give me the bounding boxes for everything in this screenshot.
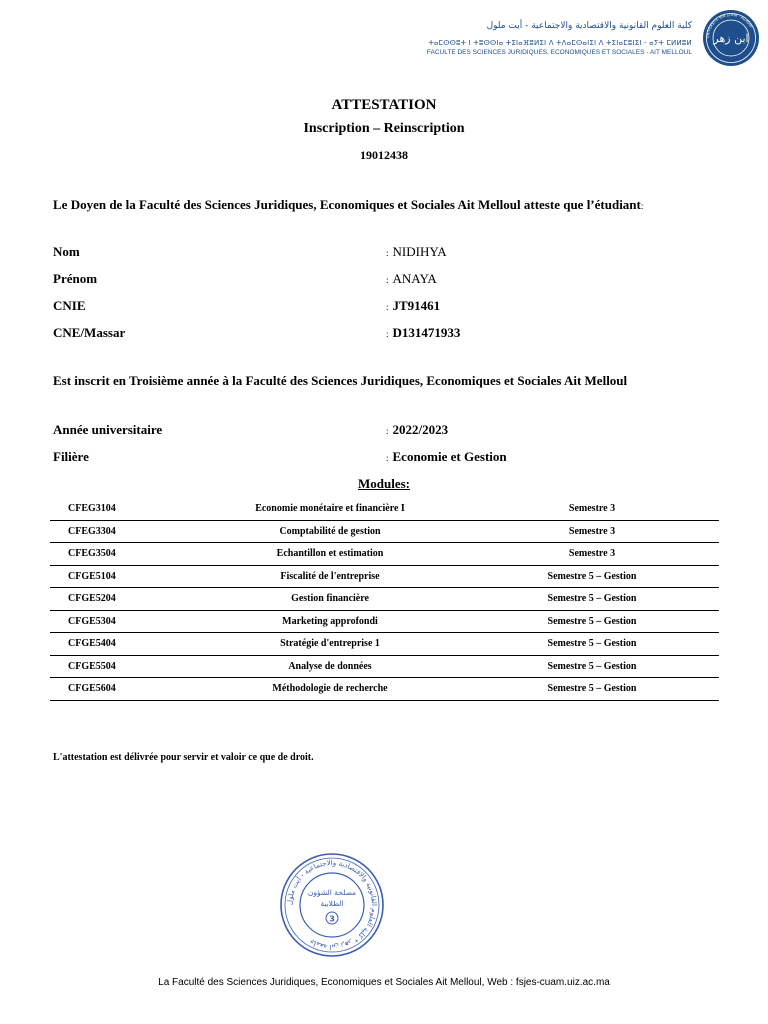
stamp-number: 3 bbox=[329, 914, 335, 924]
module-semester: Semestre 5 – Gestion bbox=[465, 610, 719, 633]
modules-table bbox=[50, 498, 719, 701]
module-semester: Semestre 3 bbox=[465, 520, 719, 543]
module-code: CFEG3104 bbox=[50, 498, 195, 520]
module-code: CFGE5404 bbox=[50, 633, 195, 656]
field-colon: : bbox=[386, 248, 389, 258]
logo-text: ابن زهر bbox=[713, 32, 749, 45]
field-label: CNE/Massar bbox=[53, 325, 126, 340]
module-row bbox=[50, 655, 719, 678]
logo-ring-text: UNIVERSITE IBN ZOHR · AGADIR bbox=[705, 12, 754, 39]
module-semester: Semestre 5 – Gestion bbox=[465, 678, 719, 701]
module-semester: Semestre 5 – Gestion bbox=[465, 588, 719, 611]
module-row bbox=[50, 678, 719, 701]
enrollment-statement: Est inscrit en Troisième année à la Faculté des Sciences Juridiques, Economiques et Sociales Ait Melloul bbox=[53, 373, 628, 388]
field-value: D131471933 bbox=[392, 325, 461, 340]
module-row bbox=[50, 520, 719, 543]
module-semester: Semestre 3 bbox=[465, 543, 719, 566]
field-value: ANAYA bbox=[392, 271, 437, 286]
module-code: CFGE5504 bbox=[50, 655, 195, 678]
closing-statement: L'attestation est délivrée pour servir et valoir ce que de droit. bbox=[53, 752, 314, 763]
module-code: CFEG3304 bbox=[50, 520, 195, 543]
intro-paragraph bbox=[53, 194, 713, 217]
module-row bbox=[50, 543, 719, 566]
year-label: Année universitaire bbox=[53, 422, 163, 437]
field-colon: : bbox=[386, 329, 389, 339]
module-code: CFGE5204 bbox=[50, 588, 195, 611]
year-value: 2022/2023 bbox=[392, 422, 449, 437]
student-row-cne bbox=[53, 325, 713, 345]
stamp-center-line2: الطلابية bbox=[320, 899, 344, 908]
filiere-value: Economie et Gestion bbox=[392, 449, 507, 464]
module-semester: Semestre 5 – Gestion bbox=[465, 565, 719, 588]
document-subtitle: Inscription – Reinscription bbox=[303, 121, 465, 136]
module-name: Gestion financière bbox=[195, 588, 465, 611]
modules-heading: Modules: bbox=[358, 476, 410, 491]
module-row bbox=[50, 565, 719, 588]
module-code: CFEG3504 bbox=[50, 543, 195, 566]
field-colon: : bbox=[386, 275, 389, 285]
student-row-cnie bbox=[53, 298, 713, 318]
module-name: Marketing approfondi bbox=[195, 610, 465, 633]
field-colon: : bbox=[386, 302, 389, 312]
official-stamp bbox=[279, 852, 385, 958]
module-name: Analyse de données bbox=[195, 655, 465, 678]
faculty-name-tifinagh: ⵜⴰⵎⵙⵙⵓⵜ ⵏ ⵜⵓⵙⵙⵏⴰ ⵜⵉⵏⴰⴼⵓⵍⵉⵏ ⴷ ⵜⴷⴰⵎⵙⴰⵏⵉⵏ ⴷ ⵜⵉⵏⴰⵎⵓⵏⵉⵏ - ⴰⵢⵜ ⵎⵍⵍⵓⵍ bbox=[428, 39, 692, 47]
stamp-ring-text: جامعة ابن زهر * كلية العلوم القانونية والاقتصادية والاجتماعية - أيت ملول bbox=[285, 858, 378, 952]
field-value: JT91461 bbox=[392, 298, 441, 313]
module-semester: Semestre 3 bbox=[465, 498, 719, 520]
module-semester: Semestre 5 – Gestion bbox=[465, 655, 719, 678]
module-row bbox=[50, 633, 719, 656]
module-name: Comptabilité de gestion bbox=[195, 520, 465, 543]
intro-colon: : bbox=[640, 201, 644, 211]
module-name: Economie monétaire et financière I bbox=[195, 498, 465, 520]
module-code: CFGE5604 bbox=[50, 678, 195, 701]
module-name: Stratégie d'entreprise 1 bbox=[195, 633, 465, 656]
field-colon: : bbox=[386, 453, 389, 463]
field-label: CNIE bbox=[53, 298, 86, 313]
filiere-row bbox=[53, 449, 713, 469]
document-title: ATTESTATION bbox=[331, 97, 437, 113]
module-name: Echantillon et estimation bbox=[195, 543, 465, 566]
academic-year-row bbox=[53, 422, 713, 442]
field-value: NIDIHYA bbox=[392, 244, 447, 259]
document-number: 19012438 bbox=[360, 148, 408, 162]
module-row bbox=[50, 610, 719, 633]
faculty-name-arabic: كلية العلوم القانونية والاقتصادية والاجتماعية - أيت ملول bbox=[486, 21, 692, 31]
filiere-label: Filière bbox=[53, 449, 89, 464]
intro-text: Le Doyen de la Faculté des Sciences Juridiques, Economiques et Sociales Ait Melloul atteste que l’étudiant bbox=[53, 197, 641, 212]
field-label: Nom bbox=[53, 244, 80, 259]
module-name: Fiscalité de l'entreprise bbox=[195, 565, 465, 588]
module-name: Méthodologie de recherche bbox=[195, 678, 465, 701]
module-row bbox=[50, 588, 719, 611]
module-code: CFGE5304 bbox=[50, 610, 195, 633]
student-row-nom bbox=[53, 244, 713, 264]
page-footer: La Faculté des Sciences Juridiques, Economiques et Sociales Ait Melloul, Web : fsjes-cuam.uiz.ac.ma bbox=[158, 977, 610, 988]
module-row bbox=[50, 498, 719, 520]
field-label: Prénom bbox=[53, 271, 98, 286]
faculty-name-french: FACULTE DES SCIENCES JURIDIQUES, ECONOMIQUES ET SOCIALES - AIT MELLOUL bbox=[426, 49, 692, 56]
module-semester: Semestre 5 – Gestion bbox=[465, 633, 719, 656]
module-code: CFGE5104 bbox=[50, 565, 195, 588]
student-row-prenom bbox=[53, 271, 713, 291]
field-colon: : bbox=[386, 426, 389, 436]
stamp-center-line1: مصلحة الشؤون bbox=[307, 888, 357, 897]
university-logo bbox=[702, 9, 760, 67]
